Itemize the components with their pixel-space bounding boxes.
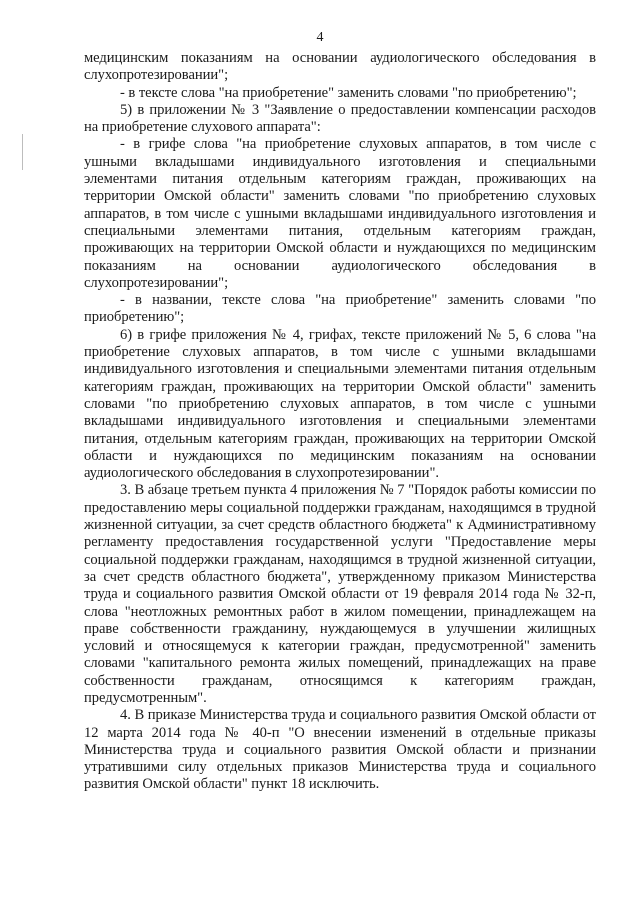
- margin-scan-mark: [22, 134, 23, 170]
- document-body: [84, 50, 596, 794]
- page-number: 4: [316, 30, 324, 45]
- paragraph-item-6: 6) в грифе приложения № 4, грифах, тексте приложений № 5, 6 слова "на приобретение слуховых аппаратов, в том числе с ушными вкладышами индивидуального изготовления и специальными элементами питания отдельным категориям граждан, проживающих на территории Омской области" заменить словами "по приобретению слуховых аппаратов, в том числе с ушными вкладышами индивидуального изготовления и специальными элементами питания, отдельным категориям граждан, проживающих на территории Омской области и нуждающихся по медицинским показаниям на основании аудиологического обследования в слухопротезировании".: [84, 326, 596, 482]
- paragraph-item-5-stamp: - в грифе слова "на приобретение слуховых аппаратов, в том числе с ушными вкладышами индивидуального изготовления и специальными элементами питания отдельным категориям граждан, проживающих на территории Омской области" заменить словами "по приобретению слуховых аппаратов, в том числе с ушными вкладышами индивидуального изготовления и специальными элементами питания, отдельным категориям граждан, проживающих на территории Омской области и нуждающихся по медицинским показаниям на основании аудиологического обследования в слухопротезировании";: [84, 136, 596, 291]
- paragraph-continuation: медицинским показаниям на основании аудиологического обследования в слухопротезировании";: [84, 50, 596, 84]
- paragraph-point-4: 4. В приказе Министерства труда и социального развития Омской области от 12 марта 2014 года № 40-п "О внесении изменений в отдельные приказы Министерства труда и социального развития Омской области и признании утратившими силу отдельных приказов Министерства труда и социального развития Омской области" пункт 18 исключить.: [84, 707, 596, 793]
- paragraph-point-3: 3. В абзаце третьем пункта 4 приложения № 7 "Порядок работы комиссии по предоставлению меры социальной поддержки гражданам, находящимся в трудной жизненной ситуации, за счет средств областного бюджета" к Административному регламенту предоставления государственной услуги "Предоставление меры социальной поддержки гражданам, находящимся в трудной жизненной ситуации, за счет средств областного бюджета", утвержденному приказом Министерства труда и социального развития Омской области от 19 февраля 2014 года № 32-п, слова "неотложных ремонтных работ в жилом помещении, принадлежащем на праве собственности гражданину, нуждающемуся в улучшении жилищных условий и относящемуся к категории граждан, предусмотренной" заменить словами "капитального ремонта жилых помещений, принадлежащих на праве собственности гражданам, относящимся к категориям граждан, предусмотренным".: [84, 482, 596, 706]
- paragraph-item-5: 5) в приложении № 3 "Заявление о предоставлении компенсации расходов на приобретение слухового аппарата":: [84, 101, 596, 136]
- paragraph-item-5-title: - в названии, тексте слова "на приобретение" заменить словами "по приобретению";: [84, 292, 596, 326]
- paragraph-replace-words-4-1: - в тексте слова "на приобретение" заменить словами "по приобретению";: [120, 84, 577, 101]
